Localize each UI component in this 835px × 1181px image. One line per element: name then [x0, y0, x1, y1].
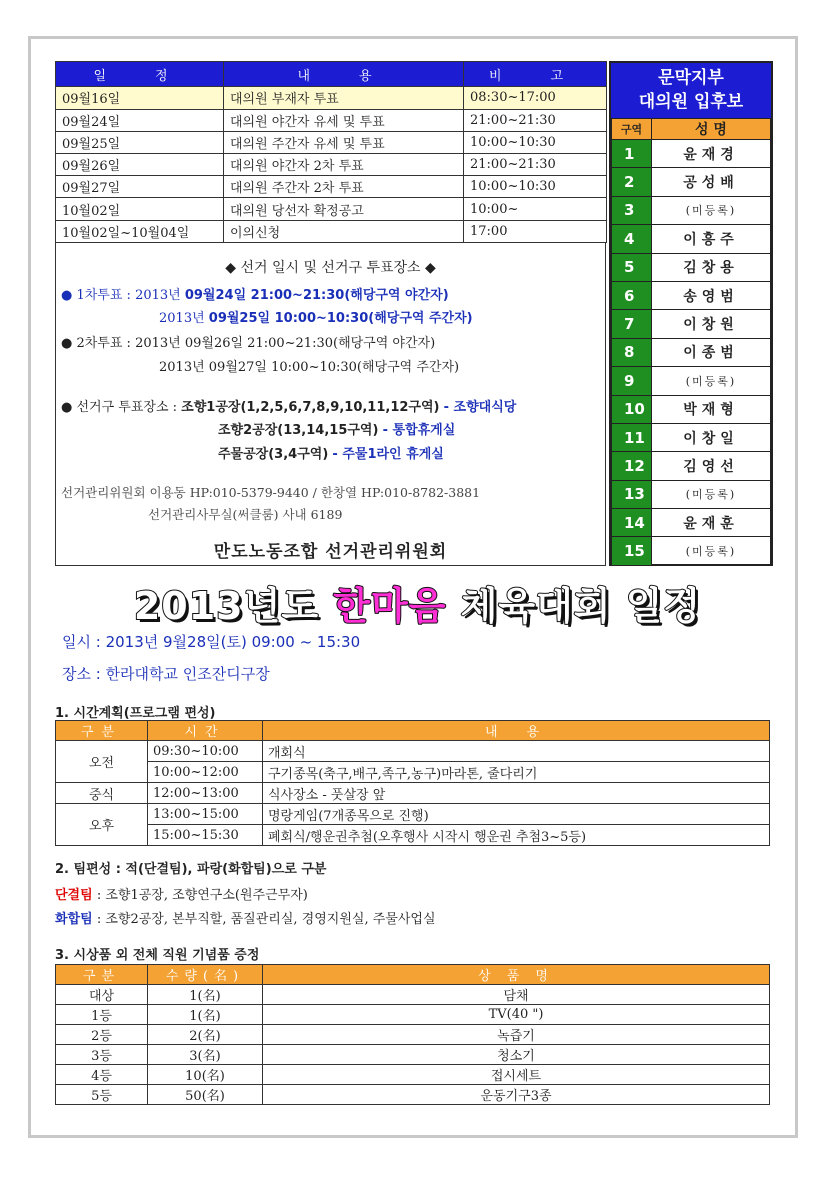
candidate-name: 이창원: [652, 310, 771, 338]
candidate-row: [612, 281, 771, 309]
cell-prize: TV(40 "): [263, 1005, 770, 1025]
cell-period-lunch: 중식: [56, 783, 148, 804]
zone-number: 12: [612, 452, 652, 480]
cell-remarks: 17:00: [464, 220, 607, 242]
candidate-row: [612, 423, 771, 451]
header-date: 일 정: [56, 62, 224, 87]
candidate-list-title: [611, 63, 771, 118]
candidate-title-line1: 문막지부: [658, 68, 724, 88]
place-label: ● 선거구 투표장소 :: [61, 400, 182, 415]
round1-datetime-a: 09월24일 21:00~21:30(해당구역 야간자): [184, 288, 449, 303]
candidate-row: [612, 225, 771, 253]
candidate-row: [612, 140, 771, 168]
cell-quantity: 1(名): [148, 1005, 263, 1025]
header-category: 구분: [56, 721, 148, 741]
cell-rank: 3등: [56, 1045, 148, 1065]
cell-quantity: 10(名): [148, 1065, 263, 1085]
header-name: 성 명: [652, 119, 771, 140]
cell-content: 폐회식/행운권추첨(오후행사 시작시 행운권 추첨3~5등): [263, 825, 770, 846]
candidate-name: (미등록): [652, 480, 771, 508]
cell-rank: 1등: [56, 1005, 148, 1025]
round1-label: ● 1차투표 : 2013년: [61, 288, 185, 303]
place-line-2: [218, 419, 455, 438]
cell-content: 대의원 부재자 투표: [224, 87, 464, 109]
cell-content: 이의신청: [224, 220, 464, 242]
zone-number: 5: [612, 253, 652, 281]
cell-remarks: 08:30~17:00: [464, 87, 607, 109]
cell-content: 대의원 야간자 유세 및 투표: [224, 109, 464, 131]
round1-line-a: [61, 284, 449, 303]
zone-number: 13: [612, 480, 652, 508]
table-row: [56, 176, 607, 198]
table-row: [56, 109, 607, 131]
cell-time: 09:30~10:00: [148, 741, 263, 762]
team-1-name: 단결팀: [55, 888, 93, 903]
cell-rank: 4등: [56, 1065, 148, 1085]
table-row: [56, 985, 770, 1005]
cell-date: 09월26일: [56, 153, 224, 175]
candidate-name: 이창일: [652, 423, 771, 451]
voting-notice-box: [55, 243, 606, 566]
cell-time: 15:00~15:30: [148, 825, 263, 846]
table-row: [56, 804, 770, 825]
table-row: [56, 1085, 770, 1105]
round1-line-b: [159, 307, 473, 326]
header-quantity: 수량(名): [148, 965, 263, 985]
table-row: [56, 1045, 770, 1065]
time-plan-table: [55, 720, 770, 846]
table-header-row: [56, 965, 770, 985]
round1-year: 2013년: [159, 311, 209, 326]
round1-datetime-b: 09월25일 10:00~10:30(해당구역 주간자): [208, 311, 473, 326]
cell-content: 대의원 야간자 2차 투표: [224, 153, 464, 175]
team-section-title: 2. 팀편성 : 적(단결팀), 파랑(화합팀)으로 구분: [55, 862, 327, 877]
candidate-row: [612, 168, 771, 196]
table-row: [56, 131, 607, 153]
candidate-table: [611, 118, 771, 566]
candidate-row: [612, 253, 771, 281]
cell-content: 구기종목(축구,배구,족구,농구)마라톤, 줄다리기: [263, 762, 770, 783]
header-content: 내 용: [224, 62, 464, 87]
candidate-row: [612, 367, 771, 395]
team-1-members: : 조향1공장, 조향연구소(원주근무자): [92, 888, 308, 903]
candidate-row: [612, 537, 771, 565]
cell-content: 대의원 주간자 2차 투표: [224, 176, 464, 198]
candidate-name: (미등록): [652, 196, 771, 224]
zone-number: 4: [612, 225, 652, 253]
cell-remarks: 10:00~10:30: [464, 176, 607, 198]
table-row: [56, 220, 607, 242]
cell-quantity: 1(名): [148, 985, 263, 1005]
cell-prize: 녹즙기: [263, 1025, 770, 1045]
cell-content: 대의원 당선자 확정공고: [224, 198, 464, 220]
candidate-name: (미등록): [652, 367, 771, 395]
cell-remarks: 10:00~: [464, 198, 607, 220]
cell-content: 대의원 주간자 유세 및 투표: [224, 131, 464, 153]
cell-time: 10:00~12:00: [148, 762, 263, 783]
place-2-destination: - 통합휴게실: [382, 423, 456, 438]
cell-date: 10월02일: [56, 198, 224, 220]
contact-office: 선거관리사무실(써클룸) 사내 6189: [148, 507, 343, 522]
candidate-row: [612, 395, 771, 423]
event-title-rest: 체육대회 일정: [460, 584, 702, 628]
cell-prize: 담채: [263, 985, 770, 1005]
place-line-1: [61, 396, 516, 415]
team-2-name: 화합팀: [55, 912, 93, 927]
cell-content: 명랑게임(7개종목으로 진행): [263, 804, 770, 825]
header-time: 시간: [148, 721, 263, 741]
candidate-name: 김창용: [652, 253, 771, 281]
cell-rank: 5등: [56, 1085, 148, 1105]
cell-quantity: 2(名): [148, 1025, 263, 1045]
cell-remarks: 21:00~21:30: [464, 109, 607, 131]
cell-date: 10월02일~10월04일: [56, 220, 224, 242]
cell-time: 12:00~13:00: [148, 783, 263, 804]
event-title: [0, 575, 835, 630]
cell-date: 09월16일: [56, 87, 224, 109]
cell-quantity: 50(名): [148, 1085, 263, 1105]
event-title-highlight: 한마음: [333, 584, 447, 628]
place-2: 조향2공장(13,14,15구역): [218, 423, 379, 438]
prize-table: [55, 964, 770, 1105]
candidate-row: [612, 310, 771, 338]
place-1-destination: - 조향대식당: [443, 400, 517, 415]
cell-period-pm: 오후: [56, 804, 148, 846]
header-zone: 구역: [612, 119, 652, 140]
round2-line-b: 2013년 09월27일 10:00~10:30(해당구역 주간자): [159, 360, 460, 375]
header-rank: 구분: [56, 965, 148, 985]
candidate-name: 박재형: [652, 395, 771, 423]
candidate-list: [609, 61, 773, 566]
team-2-line: [55, 908, 436, 927]
zone-number: 7: [612, 310, 652, 338]
cell-date: 09월25일: [56, 131, 224, 153]
cell-period-am: 오전: [56, 741, 148, 783]
cell-quantity: 3(名): [148, 1045, 263, 1065]
cell-time: 13:00~15:00: [148, 804, 263, 825]
candidate-title-line2: 대의원 입후보: [638, 92, 744, 112]
cell-date: 09월24일: [56, 109, 224, 131]
candidate-name: 공성배: [652, 168, 771, 196]
time-plan-title: 1. 시간계획(프로그램 편성): [55, 706, 216, 721]
table-header-row: [56, 62, 607, 87]
table-header-row: [56, 721, 770, 741]
candidate-name: 이흥주: [652, 225, 771, 253]
table-row: [56, 1005, 770, 1025]
place-line-3: [218, 443, 444, 462]
zone-number: 1: [612, 140, 652, 168]
cell-remarks: 21:00~21:30: [464, 153, 607, 175]
table-row: [56, 741, 770, 762]
table-row: [56, 825, 770, 846]
zone-number: 15: [612, 537, 652, 565]
candidate-name: 김영선: [652, 452, 771, 480]
team-1-line: [55, 884, 308, 903]
table-row: [56, 198, 607, 220]
event-date: 일시 : 2013년 9월28일(토) 09:00 ~ 15:30: [62, 633, 361, 651]
candidate-name: 송영범: [652, 281, 771, 309]
zone-number: 14: [612, 509, 652, 537]
candidate-name: 이종범: [652, 338, 771, 366]
notice-heading: ◆ 선거 일시 및 선거구 투표장소 ◆: [225, 260, 436, 276]
team-2-members: : 조향2공장, 본부직할, 품질관리실, 경영지원실, 주물사업실: [92, 912, 436, 927]
table-row: [56, 783, 770, 804]
cell-prize: 접시세트: [263, 1065, 770, 1085]
candidate-row: [612, 452, 771, 480]
event-title-year: 2013년도: [133, 584, 320, 628]
contact-phones: 선거관리위원회 이용동 HP:010-5379-9440 / 한창열 HP:010-8782-3881: [61, 485, 481, 500]
zone-number: 6: [612, 281, 652, 309]
candidate-name: 윤재훈: [652, 509, 771, 537]
candidate-row: [612, 338, 771, 366]
cell-date: 09월27일: [56, 176, 224, 198]
zone-number: 11: [612, 423, 652, 451]
cell-prize: 운동기구3종: [263, 1085, 770, 1105]
committee-name: 만도노동조합 선거관리위원회: [213, 542, 448, 562]
cell-rank: 대상: [56, 985, 148, 1005]
candidate-row: [612, 480, 771, 508]
table-row: [56, 762, 770, 783]
candidate-name: (미등록): [652, 537, 771, 565]
cell-content: 식사장소 - 풋살장 앞: [263, 783, 770, 804]
cell-content: 개회식: [263, 741, 770, 762]
election-schedule-table: [55, 61, 607, 243]
cell-prize: 청소기: [263, 1045, 770, 1065]
table-row: [56, 153, 607, 175]
candidate-row: [612, 509, 771, 537]
zone-number: 10: [612, 395, 652, 423]
zone-number: 2: [612, 168, 652, 196]
table-row: [56, 87, 607, 109]
header-content: 내 용: [263, 721, 770, 741]
cell-remarks: 10:00~10:30: [464, 131, 607, 153]
header-remarks: 비 고: [464, 62, 607, 87]
header-prize: 상 품 명: [263, 965, 770, 985]
candidate-header-row: [612, 119, 771, 140]
table-row: [56, 1065, 770, 1085]
place-1: 조향1공장(1,2,5,6,7,8,9,10,11,12구역): [181, 400, 440, 415]
event-place: 장소 : 한라대학교 인조잔디구장: [62, 665, 270, 683]
place-3: 주물공장(3,4구역): [218, 447, 329, 462]
place-3-destination: - 주물1라인 휴게실: [332, 447, 444, 462]
candidate-row: [612, 196, 771, 224]
cell-rank: 2등: [56, 1025, 148, 1045]
zone-number: 8: [612, 338, 652, 366]
prize-section-title: 3. 시상품 외 전체 직원 기념품 증정: [55, 948, 260, 963]
table-row: [56, 1025, 770, 1045]
round2-line-a: ● 2차투표 : 2013년 09월26일 21:00~21:30(해당구역 야간자): [61, 336, 436, 351]
zone-number: 3: [612, 196, 652, 224]
candidate-name: 윤재경: [652, 140, 771, 168]
zone-number: 9: [612, 367, 652, 395]
